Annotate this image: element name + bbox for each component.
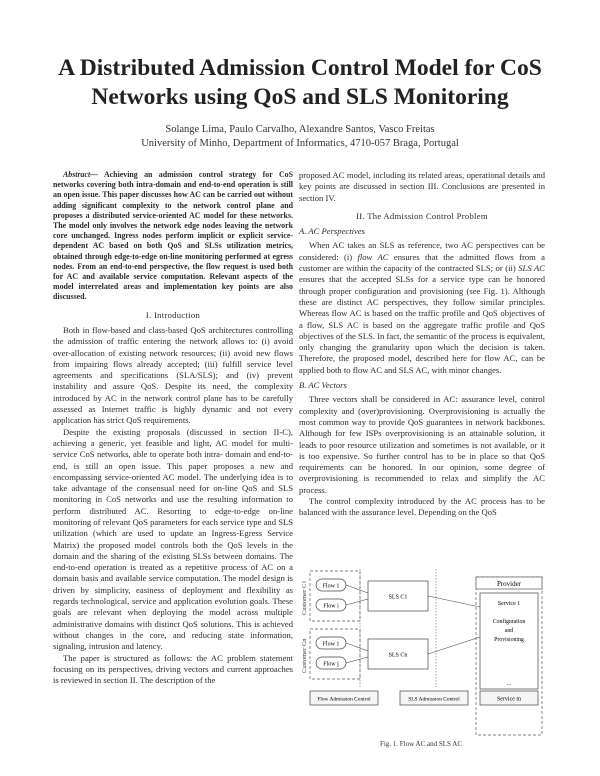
- figure-1-diagram: [296, 567, 546, 757]
- left-column: [53, 170, 293, 686]
- sls-ac-term: SLS AC: [518, 263, 545, 274]
- abstract-text: Achieving an admission control strategy for CoS networks covering both intra-domain and end-to-end operation is still an open issue. This paper discusses how AC can be carried out without adding significant complexity to the network control plane and proposes a distributed service-oriented AC model for these networks. The model only involves the network edge nodes leaving the network core unchanged. Ingress nodes perform implicit or explicit service-dependent AC based on both QoS and SLSs utilization metrics, obtained through edge-to-edge on-line monitoring performed at egress nodes. From an end-to-end perspective, the flow request is used both for AC and available service computation. Relevant aspects of the model interrelated areas and implementation key points are also discussed.: [53, 170, 293, 302]
- intro-paragraph-2: Despite the existing proposals (discussed in section II-C), achieving a generic, yet feasible and light, AC model for multi-service CoS networks, able to operate both intra- domain and end-to-end, is still an open issue. This paper proposes a new and encompassing service-oriented AC model. The underlying idea is to take advantage of the consensual need for on-line QoS and SLS monitoring in CoS networks and use the resulting information to perform distributed AC. Resorting to edge-to-edge on-line monitoring of relevant QoS parameters for each service type and SLS utilization (which are used to update an Ingress-Egress Service Matrix) the proposed model controls both the QoS levels in the domain and the sharing of the existing SLSs between domains. The end-to-end operation is treated as a repetitive process of AC on a domain basis and available service computation. The model design is driven by simplicity, easiness of deployment and flexibility as regards technological, service and application evolution goals. These goals are relevant when deploying the model across multiple administrative domains with distinct QoS solutions. This is achieved without changes in the core, and reducing state information, signaling, intrusion and latency.: [53, 426, 293, 652]
- abstract-label: Abstract—: [63, 170, 99, 179]
- author-block: [20, 123, 580, 151]
- sls-ac-label: SLS Admission Control: [408, 696, 460, 703]
- customer-cn-group: [310, 629, 360, 679]
- ellipsis: ...: [506, 681, 512, 687]
- title-line-1: A Distributed Admission Control Model for CoS: [58, 55, 542, 81]
- figure-1: [296, 567, 546, 757]
- ac-vectors-paragraph-2: The control complexity introduced by the AC process has to be balanced with the assurance level. Depending on the QoS: [299, 496, 545, 518]
- ac-perspectives-text-a: When AC takes an SLS as reference, two AC perspectives can be considered: (i): [299, 240, 545, 262]
- service-1-label: Service 1: [497, 601, 521, 607]
- ac-perspectives-text-c: ensures that the accepted SLSs for a service type can be honored through proper configuration and provisioning (see Fig. 1). Although these are distinct AC perspectives, they follow similar principles. Whereas flow AC is based on the traffic profile and QoS objectives of a flow, SLS AC is based on the aggregate traffic profile and QoS objectives of the SLS. In fact, the semantic of the process is equivalent, only changing the granularity upon which the decision is taken. Therefore, the proposed model, described here for flow AC, can be applied both to flow AC and SLS AC, with minor changes.: [299, 274, 545, 375]
- sls-cn-label: SLS Cn: [388, 652, 408, 659]
- right-column: [299, 170, 545, 519]
- config-line-1: Configuration: [492, 619, 526, 625]
- customer-cn-label: Customer Cn: [301, 638, 308, 673]
- section-heading-ac-problem: II. The Admission Control Problem: [356, 210, 488, 221]
- config-line-3: Provisioning: [494, 637, 524, 643]
- figure-caption: Fig. 1. Flow AC and SLS AC: [379, 740, 463, 748]
- service-m-label: Service m: [496, 696, 522, 703]
- customer-c1-label: Customer C1: [301, 580, 308, 615]
- ac-perspectives-paragraph: [299, 240, 545, 376]
- subsection-heading-ac-vectors: B. AC Vectors: [299, 380, 347, 391]
- flow-ac-term: flow AC: [357, 251, 389, 262]
- ac-vectors-paragraph-1: Three vectors shall be considered in AC: assurance level, control complexity and (over)provisioning. Overprovisioning is actually the most common way to provide QoS guarantees in network backbones. Although for few ISPs overprovisioning is an attainable solution, it leads to poor resource utilization and sometimes is not available, or it is too expensive. So further control has to be in place so that QoS requirements can be honored. In our opinion, some degree of overprovisioning is recommended to relax and simplify the AC process.: [299, 394, 545, 495]
- provider-label: Provider: [496, 580, 522, 588]
- flow-1-c1-label: Flow 1: [322, 583, 340, 590]
- intro-paragraph-1: Both in flow-based and class-based QoS architectures controlling the admission of traffic entering the network allows to: (i) avoid over-allocation of existing network resources; (ii) avoid new flows from impairing flows already accepted; (iii) fulfill service level agreements and specifications (SLA/SLS); and (iv) prevent instability and assure QoS. Despite its need, the complexity introduced by AC in the network control plane has to be carefully assessed as Internet traffic is highly dynamic and not every application has strict QoS requirements.: [53, 324, 293, 426]
- title-line-2: Networks using QoS and SLS Monitoring: [91, 84, 509, 110]
- authors: Solange Lima, Paulo Carvalho, Alexandre Santos, Vasco Freitas: [165, 124, 435, 135]
- abstract: [53, 170, 293, 303]
- flow-1-cn-label: Flow 1: [322, 641, 340, 648]
- sls-c1-label: SLS C1: [388, 594, 408, 601]
- intro-paragraph-3: The paper is structured as follows: the AC problem statement focusing on its perspectives, driving vectors and current approaches is reviewed in section II. The description of the: [53, 652, 293, 686]
- ac-perspectives-text-b: ensures that the admitted flows from a customer are within the capacity of the contracted SLS; or (ii): [299, 251, 545, 274]
- config-line-2: and: [504, 628, 514, 634]
- subsection-heading-ac-perspectives: A. AC Perspectives: [299, 226, 365, 237]
- section-heading-introduction: I. Introduction: [145, 309, 201, 320]
- intro-continuation: proposed AC model, including its related areas, operational details and key points are discussed in section III. Conclusions are presented in section IV.: [299, 170, 545, 203]
- flow-i-c1-label: Flow i: [323, 603, 339, 610]
- flow-j-cn-label: Flow j: [323, 661, 339, 668]
- customer-c1-group: [310, 571, 360, 621]
- affiliation: University of Minho, Department of Informatics, 4710-057 Braga, Portugal: [141, 138, 459, 149]
- flow-ac-label: Flow Admission Control: [317, 696, 371, 703]
- paper-title: [20, 54, 580, 112]
